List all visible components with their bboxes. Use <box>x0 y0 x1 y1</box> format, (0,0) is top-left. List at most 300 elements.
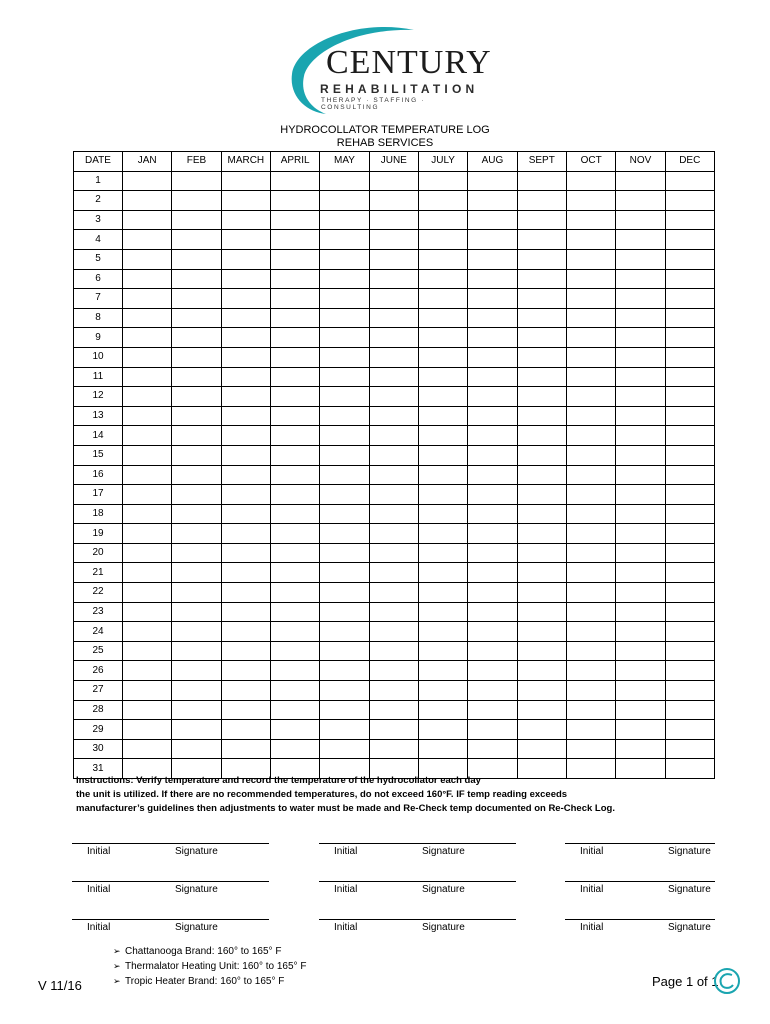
temperature-entry-cell[interactable] <box>517 543 566 563</box>
temperature-entry-cell[interactable] <box>320 308 369 328</box>
temperature-entry-cell[interactable] <box>418 269 467 289</box>
signature-block[interactable] <box>72 881 269 902</box>
temperature-entry-cell[interactable] <box>172 641 221 661</box>
temperature-entry-cell[interactable] <box>665 191 714 211</box>
temperature-entry-cell[interactable] <box>320 249 369 269</box>
temperature-entry-cell[interactable] <box>566 328 615 348</box>
temperature-entry-cell[interactable] <box>616 563 665 583</box>
temperature-entry-cell[interactable] <box>566 739 615 759</box>
temperature-entry-cell[interactable] <box>320 563 369 583</box>
temperature-entry-cell[interactable] <box>320 524 369 544</box>
temperature-entry-cell[interactable] <box>616 700 665 720</box>
temperature-entry-cell[interactable] <box>468 230 517 250</box>
temperature-entry-cell[interactable] <box>270 367 319 387</box>
temperature-entry-cell[interactable] <box>123 445 172 465</box>
temperature-entry-cell[interactable] <box>172 269 221 289</box>
temperature-entry-cell[interactable] <box>665 249 714 269</box>
temperature-entry-cell[interactable] <box>517 661 566 681</box>
temperature-entry-cell[interactable] <box>270 524 319 544</box>
temperature-entry-cell[interactable] <box>123 739 172 759</box>
temperature-entry-cell[interactable] <box>616 602 665 622</box>
signature-block[interactable] <box>565 881 715 902</box>
temperature-entry-cell[interactable] <box>468 524 517 544</box>
temperature-entry-cell[interactable] <box>418 602 467 622</box>
temperature-entry-cell[interactable] <box>270 563 319 583</box>
temperature-entry-cell[interactable] <box>665 700 714 720</box>
temperature-entry-cell[interactable] <box>517 622 566 642</box>
temperature-entry-cell[interactable] <box>418 445 467 465</box>
temperature-entry-cell[interactable] <box>369 171 418 191</box>
temperature-entry-cell[interactable] <box>172 308 221 328</box>
temperature-entry-cell[interactable] <box>221 641 270 661</box>
temperature-entry-cell[interactable] <box>468 269 517 289</box>
temperature-entry-cell[interactable] <box>123 622 172 642</box>
temperature-entry-cell[interactable] <box>270 445 319 465</box>
temperature-entry-cell[interactable] <box>517 602 566 622</box>
temperature-entry-cell[interactable] <box>369 308 418 328</box>
temperature-entry-cell[interactable] <box>270 739 319 759</box>
signature-block[interactable] <box>565 843 715 864</box>
temperature-entry-cell[interactable] <box>566 504 615 524</box>
temperature-entry-cell[interactable] <box>369 524 418 544</box>
temperature-entry-cell[interactable] <box>665 269 714 289</box>
temperature-entry-cell[interactable] <box>616 739 665 759</box>
temperature-entry-cell[interactable] <box>320 485 369 505</box>
temperature-entry-cell[interactable] <box>616 308 665 328</box>
temperature-entry-cell[interactable] <box>123 308 172 328</box>
temperature-entry-cell[interactable] <box>418 289 467 309</box>
temperature-entry-cell[interactable] <box>320 641 369 661</box>
temperature-entry-cell[interactable] <box>221 347 270 367</box>
temperature-entry-cell[interactable] <box>418 249 467 269</box>
temperature-entry-cell[interactable] <box>172 191 221 211</box>
temperature-entry-cell[interactable] <box>468 681 517 701</box>
temperature-entry-cell[interactable] <box>616 485 665 505</box>
temperature-entry-cell[interactable] <box>123 543 172 563</box>
temperature-entry-cell[interactable] <box>468 622 517 642</box>
temperature-entry-cell[interactable] <box>270 465 319 485</box>
temperature-entry-cell[interactable] <box>369 583 418 603</box>
temperature-entry-cell[interactable] <box>369 563 418 583</box>
temperature-entry-cell[interactable] <box>123 406 172 426</box>
temperature-entry-cell[interactable] <box>172 720 221 740</box>
temperature-entry-cell[interactable] <box>665 289 714 309</box>
temperature-entry-cell[interactable] <box>468 308 517 328</box>
temperature-entry-cell[interactable] <box>616 406 665 426</box>
temperature-entry-cell[interactable] <box>320 445 369 465</box>
temperature-entry-cell[interactable] <box>665 563 714 583</box>
temperature-entry-cell[interactable] <box>123 426 172 446</box>
temperature-entry-cell[interactable] <box>123 210 172 230</box>
temperature-entry-cell[interactable] <box>665 543 714 563</box>
temperature-entry-cell[interactable] <box>270 661 319 681</box>
temperature-entry-cell[interactable] <box>221 387 270 407</box>
temperature-entry-cell[interactable] <box>665 485 714 505</box>
temperature-entry-cell[interactable] <box>172 347 221 367</box>
temperature-entry-cell[interactable] <box>221 249 270 269</box>
temperature-entry-cell[interactable] <box>270 249 319 269</box>
temperature-entry-cell[interactable] <box>320 191 369 211</box>
temperature-entry-cell[interactable] <box>320 681 369 701</box>
temperature-entry-cell[interactable] <box>665 465 714 485</box>
temperature-entry-cell[interactable] <box>665 661 714 681</box>
temperature-entry-cell[interactable] <box>270 543 319 563</box>
temperature-entry-cell[interactable] <box>369 289 418 309</box>
temperature-entry-cell[interactable] <box>320 387 369 407</box>
temperature-entry-cell[interactable] <box>320 739 369 759</box>
temperature-entry-cell[interactable] <box>369 465 418 485</box>
temperature-entry-cell[interactable] <box>172 700 221 720</box>
signature-block[interactable] <box>319 919 516 940</box>
temperature-entry-cell[interactable] <box>566 465 615 485</box>
temperature-entry-cell[interactable] <box>270 602 319 622</box>
temperature-entry-cell[interactable] <box>566 249 615 269</box>
temperature-entry-cell[interactable] <box>468 367 517 387</box>
temperature-entry-cell[interactable] <box>221 367 270 387</box>
temperature-entry-cell[interactable] <box>270 328 319 348</box>
temperature-entry-cell[interactable] <box>123 269 172 289</box>
temperature-entry-cell[interactable] <box>517 210 566 230</box>
temperature-entry-cell[interactable] <box>270 622 319 642</box>
temperature-entry-cell[interactable] <box>616 210 665 230</box>
temperature-entry-cell[interactable] <box>369 406 418 426</box>
temperature-entry-cell[interactable] <box>517 445 566 465</box>
temperature-entry-cell[interactable] <box>123 328 172 348</box>
temperature-entry-cell[interactable] <box>270 289 319 309</box>
temperature-entry-cell[interactable] <box>270 347 319 367</box>
temperature-entry-cell[interactable] <box>418 641 467 661</box>
temperature-entry-cell[interactable] <box>369 543 418 563</box>
signature-block[interactable] <box>565 919 715 940</box>
temperature-entry-cell[interactable] <box>566 543 615 563</box>
temperature-entry-cell[interactable] <box>665 406 714 426</box>
temperature-entry-cell[interactable] <box>320 720 369 740</box>
temperature-entry-cell[interactable] <box>123 641 172 661</box>
temperature-entry-cell[interactable] <box>517 308 566 328</box>
temperature-entry-cell[interactable] <box>123 563 172 583</box>
temperature-entry-cell[interactable] <box>566 269 615 289</box>
temperature-entry-cell[interactable] <box>468 661 517 681</box>
temperature-entry-cell[interactable] <box>221 426 270 446</box>
temperature-entry-cell[interactable] <box>418 230 467 250</box>
temperature-entry-cell[interactable] <box>369 249 418 269</box>
temperature-entry-cell[interactable] <box>418 661 467 681</box>
temperature-entry-cell[interactable] <box>320 465 369 485</box>
temperature-entry-cell[interactable] <box>468 289 517 309</box>
temperature-entry-cell[interactable] <box>270 681 319 701</box>
temperature-entry-cell[interactable] <box>418 524 467 544</box>
temperature-entry-cell[interactable] <box>665 171 714 191</box>
temperature-entry-cell[interactable] <box>172 210 221 230</box>
temperature-entry-cell[interactable] <box>566 485 615 505</box>
temperature-entry-cell[interactable] <box>566 720 615 740</box>
temperature-entry-cell[interactable] <box>270 191 319 211</box>
temperature-entry-cell[interactable] <box>369 504 418 524</box>
temperature-entry-cell[interactable] <box>369 720 418 740</box>
temperature-entry-cell[interactable] <box>221 269 270 289</box>
temperature-entry-cell[interactable] <box>172 543 221 563</box>
temperature-entry-cell[interactable] <box>172 465 221 485</box>
temperature-entry-cell[interactable] <box>221 602 270 622</box>
signature-block[interactable] <box>319 881 516 902</box>
temperature-entry-cell[interactable] <box>123 171 172 191</box>
temperature-entry-cell[interactable] <box>172 171 221 191</box>
temperature-entry-cell[interactable] <box>123 387 172 407</box>
temperature-entry-cell[interactable] <box>665 739 714 759</box>
temperature-entry-cell[interactable] <box>320 171 369 191</box>
temperature-entry-cell[interactable] <box>517 171 566 191</box>
temperature-entry-cell[interactable] <box>616 367 665 387</box>
temperature-entry-cell[interactable] <box>221 661 270 681</box>
temperature-entry-cell[interactable] <box>320 504 369 524</box>
temperature-entry-cell[interactable] <box>418 210 467 230</box>
temperature-entry-cell[interactable] <box>665 602 714 622</box>
temperature-entry-cell[interactable] <box>418 739 467 759</box>
temperature-entry-cell[interactable] <box>468 563 517 583</box>
temperature-entry-cell[interactable] <box>418 367 467 387</box>
temperature-entry-cell[interactable] <box>616 543 665 563</box>
temperature-entry-cell[interactable] <box>172 367 221 387</box>
temperature-entry-cell[interactable] <box>517 289 566 309</box>
temperature-entry-cell[interactable] <box>221 445 270 465</box>
temperature-entry-cell[interactable] <box>468 426 517 446</box>
temperature-entry-cell[interactable] <box>418 387 467 407</box>
temperature-entry-cell[interactable] <box>517 191 566 211</box>
temperature-entry-cell[interactable] <box>369 739 418 759</box>
temperature-entry-cell[interactable] <box>616 387 665 407</box>
temperature-entry-cell[interactable] <box>369 641 418 661</box>
temperature-entry-cell[interactable] <box>221 485 270 505</box>
temperature-entry-cell[interactable] <box>665 622 714 642</box>
temperature-entry-cell[interactable] <box>369 485 418 505</box>
temperature-entry-cell[interactable] <box>566 289 615 309</box>
temperature-entry-cell[interactable] <box>270 700 319 720</box>
temperature-entry-cell[interactable] <box>172 249 221 269</box>
temperature-entry-cell[interactable] <box>566 171 615 191</box>
temperature-entry-cell[interactable] <box>418 504 467 524</box>
temperature-entry-cell[interactable] <box>665 347 714 367</box>
temperature-entry-cell[interactable] <box>418 328 467 348</box>
temperature-entry-cell[interactable] <box>468 641 517 661</box>
temperature-entry-cell[interactable] <box>270 583 319 603</box>
temperature-entry-cell[interactable] <box>566 230 615 250</box>
temperature-entry-cell[interactable] <box>468 191 517 211</box>
temperature-entry-cell[interactable] <box>221 289 270 309</box>
temperature-entry-cell[interactable] <box>665 367 714 387</box>
temperature-entry-cell[interactable] <box>616 504 665 524</box>
temperature-entry-cell[interactable] <box>123 524 172 544</box>
temperature-entry-cell[interactable] <box>468 445 517 465</box>
temperature-entry-cell[interactable] <box>616 426 665 446</box>
temperature-entry-cell[interactable] <box>123 347 172 367</box>
temperature-entry-cell[interactable] <box>468 720 517 740</box>
temperature-entry-cell[interactable] <box>616 720 665 740</box>
temperature-entry-cell[interactable] <box>566 426 615 446</box>
temperature-entry-cell[interactable] <box>221 210 270 230</box>
temperature-entry-cell[interactable] <box>616 191 665 211</box>
temperature-entry-cell[interactable] <box>517 720 566 740</box>
temperature-entry-cell[interactable] <box>270 406 319 426</box>
temperature-entry-cell[interactable] <box>517 426 566 446</box>
temperature-entry-cell[interactable] <box>665 230 714 250</box>
temperature-entry-cell[interactable] <box>418 347 467 367</box>
temperature-entry-cell[interactable] <box>320 269 369 289</box>
temperature-entry-cell[interactable] <box>221 171 270 191</box>
temperature-entry-cell[interactable] <box>123 700 172 720</box>
temperature-entry-cell[interactable] <box>517 504 566 524</box>
temperature-entry-cell[interactable] <box>517 524 566 544</box>
temperature-entry-cell[interactable] <box>468 465 517 485</box>
temperature-entry-cell[interactable] <box>616 465 665 485</box>
temperature-entry-cell[interactable] <box>468 700 517 720</box>
temperature-entry-cell[interactable] <box>418 543 467 563</box>
temperature-entry-cell[interactable] <box>468 210 517 230</box>
temperature-entry-cell[interactable] <box>221 622 270 642</box>
temperature-entry-cell[interactable] <box>418 485 467 505</box>
temperature-entry-cell[interactable] <box>616 445 665 465</box>
temperature-entry-cell[interactable] <box>418 465 467 485</box>
temperature-entry-cell[interactable] <box>172 602 221 622</box>
temperature-entry-cell[interactable] <box>616 171 665 191</box>
temperature-entry-cell[interactable] <box>270 720 319 740</box>
temperature-entry-cell[interactable] <box>665 583 714 603</box>
temperature-entry-cell[interactable] <box>418 171 467 191</box>
temperature-entry-cell[interactable] <box>665 681 714 701</box>
temperature-entry-cell[interactable] <box>172 485 221 505</box>
temperature-entry-cell[interactable] <box>665 641 714 661</box>
temperature-entry-cell[interactable] <box>566 445 615 465</box>
temperature-entry-cell[interactable] <box>123 583 172 603</box>
temperature-entry-cell[interactable] <box>270 210 319 230</box>
temperature-entry-cell[interactable] <box>172 622 221 642</box>
temperature-entry-cell[interactable] <box>468 249 517 269</box>
temperature-entry-cell[interactable] <box>418 700 467 720</box>
temperature-entry-cell[interactable] <box>320 543 369 563</box>
temperature-entry-cell[interactable] <box>320 622 369 642</box>
temperature-entry-cell[interactable] <box>566 210 615 230</box>
temperature-entry-cell[interactable] <box>172 426 221 446</box>
temperature-entry-cell[interactable] <box>369 681 418 701</box>
temperature-entry-cell[interactable] <box>369 347 418 367</box>
temperature-entry-cell[interactable] <box>221 230 270 250</box>
temperature-entry-cell[interactable] <box>123 720 172 740</box>
temperature-entry-cell[interactable] <box>468 406 517 426</box>
temperature-entry-cell[interactable] <box>616 230 665 250</box>
temperature-entry-cell[interactable] <box>517 387 566 407</box>
temperature-entry-cell[interactable] <box>172 563 221 583</box>
temperature-entry-cell[interactable] <box>468 504 517 524</box>
temperature-entry-cell[interactable] <box>172 289 221 309</box>
temperature-entry-cell[interactable] <box>566 387 615 407</box>
temperature-entry-cell[interactable] <box>369 367 418 387</box>
temperature-entry-cell[interactable] <box>172 739 221 759</box>
temperature-entry-cell[interactable] <box>369 269 418 289</box>
temperature-entry-cell[interactable] <box>566 406 615 426</box>
temperature-entry-cell[interactable] <box>172 504 221 524</box>
temperature-entry-cell[interactable] <box>270 230 319 250</box>
temperature-entry-cell[interactable] <box>172 661 221 681</box>
temperature-entry-cell[interactable] <box>369 191 418 211</box>
temperature-entry-cell[interactable] <box>270 426 319 446</box>
temperature-entry-cell[interactable] <box>566 583 615 603</box>
temperature-entry-cell[interactable] <box>123 485 172 505</box>
temperature-entry-cell[interactable] <box>566 602 615 622</box>
signature-block[interactable] <box>72 919 269 940</box>
temperature-entry-cell[interactable] <box>369 387 418 407</box>
temperature-entry-cell[interactable] <box>172 524 221 544</box>
temperature-entry-cell[interactable] <box>665 426 714 446</box>
temperature-entry-cell[interactable] <box>221 681 270 701</box>
temperature-entry-cell[interactable] <box>418 622 467 642</box>
temperature-entry-cell[interactable] <box>616 269 665 289</box>
signature-block[interactable] <box>319 843 516 864</box>
temperature-entry-cell[interactable] <box>123 602 172 622</box>
temperature-entry-cell[interactable] <box>369 230 418 250</box>
temperature-entry-cell[interactable] <box>616 622 665 642</box>
temperature-entry-cell[interactable] <box>517 269 566 289</box>
temperature-entry-cell[interactable] <box>369 661 418 681</box>
temperature-entry-cell[interactable] <box>616 347 665 367</box>
temperature-entry-cell[interactable] <box>369 426 418 446</box>
temperature-entry-cell[interactable] <box>566 622 615 642</box>
temperature-entry-cell[interactable] <box>566 347 615 367</box>
temperature-entry-cell[interactable] <box>320 583 369 603</box>
signature-block[interactable] <box>72 843 269 864</box>
temperature-entry-cell[interactable] <box>616 289 665 309</box>
temperature-entry-cell[interactable] <box>566 367 615 387</box>
temperature-entry-cell[interactable] <box>221 583 270 603</box>
temperature-entry-cell[interactable] <box>123 367 172 387</box>
temperature-entry-cell[interactable] <box>517 563 566 583</box>
temperature-entry-cell[interactable] <box>468 171 517 191</box>
temperature-entry-cell[interactable] <box>517 739 566 759</box>
temperature-entry-cell[interactable] <box>566 641 615 661</box>
temperature-entry-cell[interactable] <box>517 583 566 603</box>
temperature-entry-cell[interactable] <box>221 406 270 426</box>
temperature-entry-cell[interactable] <box>270 387 319 407</box>
temperature-entry-cell[interactable] <box>270 641 319 661</box>
temperature-entry-cell[interactable] <box>665 445 714 465</box>
temperature-entry-cell[interactable] <box>221 328 270 348</box>
temperature-entry-cell[interactable] <box>566 681 615 701</box>
temperature-entry-cell[interactable] <box>221 504 270 524</box>
temperature-entry-cell[interactable] <box>517 328 566 348</box>
temperature-entry-cell[interactable] <box>616 681 665 701</box>
temperature-entry-cell[interactable] <box>616 583 665 603</box>
temperature-entry-cell[interactable] <box>418 406 467 426</box>
temperature-entry-cell[interactable] <box>665 504 714 524</box>
temperature-entry-cell[interactable] <box>320 426 369 446</box>
temperature-entry-cell[interactable] <box>123 289 172 309</box>
temperature-entry-cell[interactable] <box>517 641 566 661</box>
temperature-entry-cell[interactable] <box>468 485 517 505</box>
temperature-entry-cell[interactable] <box>320 406 369 426</box>
temperature-entry-cell[interactable] <box>320 661 369 681</box>
temperature-entry-cell[interactable] <box>221 465 270 485</box>
temperature-entry-cell[interactable] <box>418 308 467 328</box>
temperature-entry-cell[interactable] <box>566 700 615 720</box>
temperature-entry-cell[interactable] <box>221 700 270 720</box>
temperature-entry-cell[interactable] <box>665 524 714 544</box>
temperature-entry-cell[interactable] <box>566 191 615 211</box>
temperature-entry-cell[interactable] <box>616 641 665 661</box>
temperature-entry-cell[interactable] <box>369 622 418 642</box>
temperature-entry-cell[interactable] <box>172 445 221 465</box>
temperature-entry-cell[interactable] <box>221 524 270 544</box>
temperature-entry-cell[interactable] <box>517 406 566 426</box>
temperature-entry-cell[interactable] <box>123 661 172 681</box>
temperature-entry-cell[interactable] <box>418 563 467 583</box>
